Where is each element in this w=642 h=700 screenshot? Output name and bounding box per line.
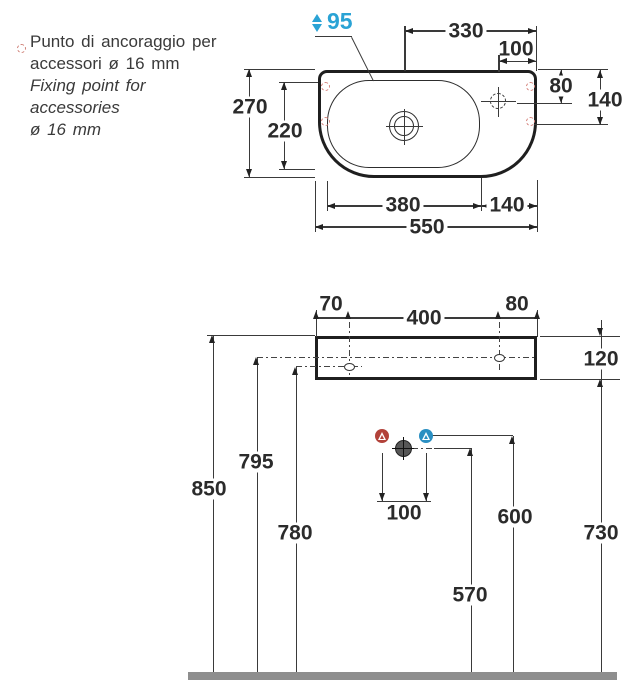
- dim-arrow: [597, 70, 603, 78]
- dim-850: 850: [188, 479, 229, 500]
- dim-100-bottom: 100: [386, 501, 422, 525]
- dim-line: [249, 70, 250, 177]
- dim-140-right: 140: [584, 90, 625, 111]
- dim-400: 400: [403, 308, 444, 329]
- ext-line: [517, 103, 572, 104]
- dim-220: 220: [264, 121, 305, 142]
- drain-cross-h: [392, 448, 414, 450]
- dim-line: [213, 335, 214, 672]
- dim-arrow: [509, 436, 515, 444]
- note-line-en1: Fixing point for accessories: [30, 76, 146, 117]
- dim-arrow: [473, 203, 481, 209]
- ext-line: [207, 335, 315, 336]
- dim-arrow: [327, 203, 335, 209]
- dim-100-top: 100: [498, 37, 534, 61]
- dim-80: 80: [505, 292, 529, 316]
- depth-arrow-down-icon: [312, 24, 322, 32]
- dim-arrow: [281, 161, 287, 169]
- dim-arrow: [597, 117, 603, 125]
- tap-hole-crosshair-h: [481, 101, 516, 102]
- dim-arrow: [423, 493, 429, 501]
- dim-line: [257, 357, 258, 672]
- dim-arrow: [597, 328, 603, 336]
- wall-fixing-hole: [494, 354, 505, 362]
- fixing-note: [30, 31, 235, 141]
- dim-arrow: [534, 311, 540, 319]
- dim-line: [471, 448, 472, 672]
- floor-line: [188, 672, 617, 680]
- tap-hole-crosshair-v: [498, 87, 499, 117]
- cold-water-icon: [419, 429, 433, 443]
- dim-arrow: [467, 448, 473, 456]
- centerline: [499, 322, 500, 373]
- dim-arrow: [209, 335, 215, 343]
- fixing-point-icon: [321, 117, 330, 126]
- fixing-point-icon: [17, 44, 26, 53]
- depth-arrow-up-icon: [312, 14, 322, 22]
- connector-line: [434, 448, 471, 449]
- dim-730: 730: [580, 523, 621, 544]
- ext-line: [540, 336, 620, 337]
- dim-arrow: [315, 224, 323, 230]
- dim-depth-95: 95: [327, 8, 353, 34]
- drain-crosshair-h: [386, 126, 423, 127]
- dim-arrow: [281, 82, 287, 90]
- ext-line: [540, 379, 620, 380]
- dim-arrow: [345, 311, 351, 319]
- wall-fixing-hole: [344, 363, 355, 371]
- fixing-point-icon: [526, 82, 535, 91]
- note-line-it1: Punto di ancoraggio per: [30, 32, 217, 51]
- depth-leader-line: [315, 36, 352, 37]
- note-line-it2: accessori ø 16 mm: [30, 54, 180, 73]
- dim-120: 120: [580, 349, 621, 370]
- hot-water-icon: [375, 429, 389, 443]
- dim-line: [296, 367, 297, 672]
- dim-arrow: [529, 203, 537, 209]
- drain-crosshair-v: [404, 109, 405, 145]
- dim-600: 600: [494, 507, 535, 528]
- dim-arrow: [405, 28, 413, 34]
- dim-380: 380: [382, 195, 423, 216]
- connector-line: [432, 435, 513, 436]
- dim-330: 330: [445, 21, 486, 42]
- connector-line: [412, 448, 434, 449]
- dim-80-right: 80: [546, 76, 575, 97]
- note-line-en2: ø 16 mm: [30, 120, 102, 139]
- dim-arrow: [246, 69, 252, 77]
- dim-570: 570: [449, 585, 490, 606]
- dim-line: [513, 436, 514, 672]
- ext-line: [244, 177, 315, 178]
- dim-arrow: [246, 169, 252, 177]
- dim-270: 270: [229, 97, 270, 118]
- ext-line: [244, 69, 315, 70]
- dim-arrow: [528, 28, 536, 34]
- fixing-point-icon: [321, 82, 330, 91]
- dim-arrow: [379, 493, 385, 501]
- dim-140-bottom: 140: [486, 195, 527, 216]
- dim-arrow: [292, 367, 298, 375]
- dim-780: 780: [274, 523, 315, 544]
- dim-795: 795: [235, 452, 276, 473]
- dim-70: 70: [319, 292, 343, 316]
- dim-arrow: [495, 311, 501, 319]
- dim-arrow: [529, 224, 537, 230]
- dim-arrow: [597, 379, 603, 387]
- dim-arrow: [253, 357, 259, 365]
- dim-550: 550: [406, 217, 447, 238]
